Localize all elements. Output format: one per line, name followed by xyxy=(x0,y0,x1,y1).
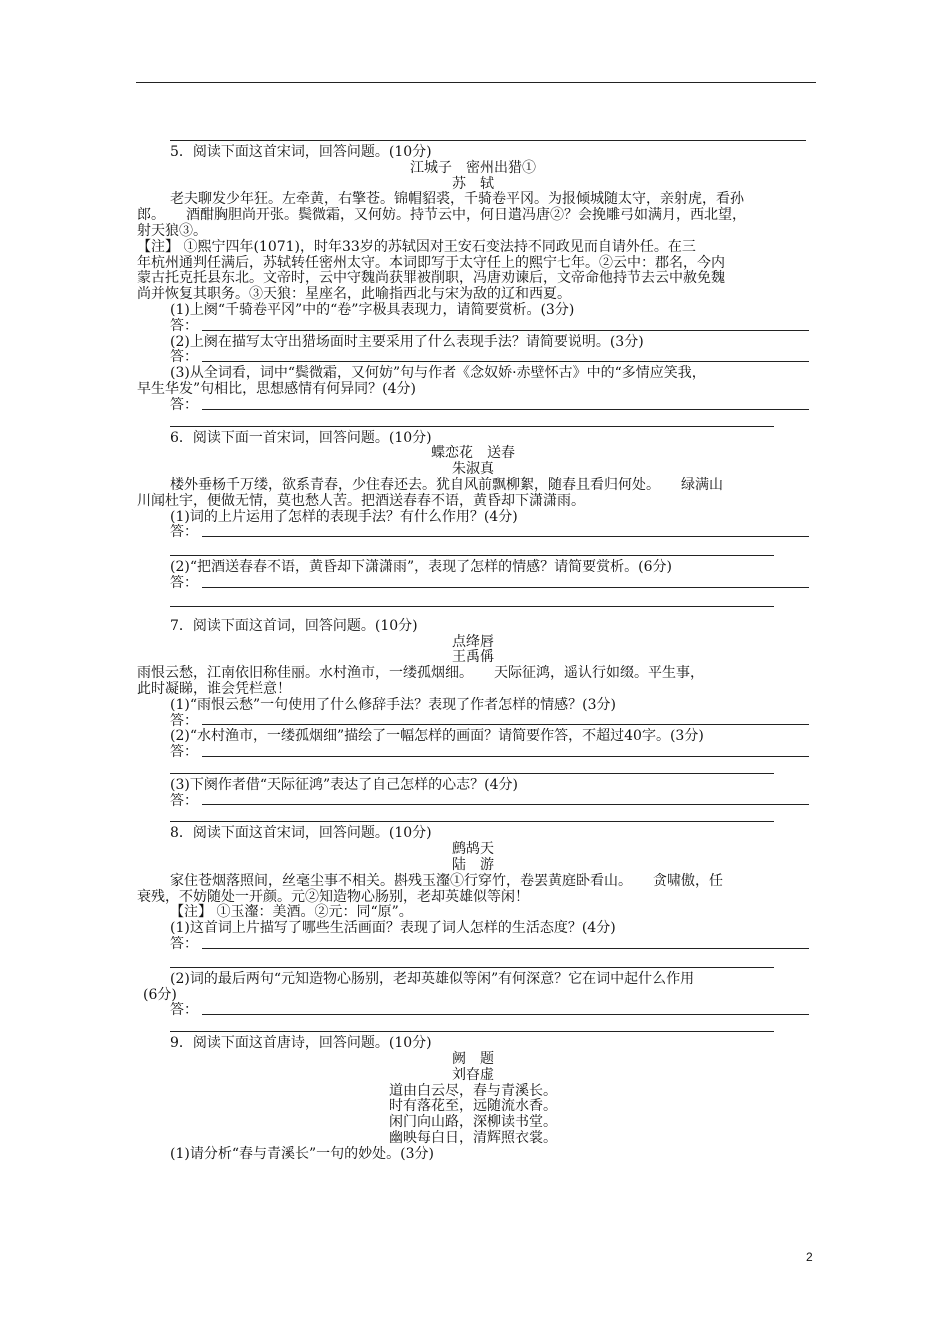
q8-poem-title: 鹧鸪天 xyxy=(452,841,494,858)
answer-label: 答： xyxy=(170,792,198,809)
q7-subquestion-3: (3)下阕作者借“天际征鸿”表达了自己怎样的心志？(4分) xyxy=(170,776,518,793)
q9-poem-line: 道由白云尽，春与青溪长。 xyxy=(389,1082,557,1099)
q5-poem-title: 江城子 密州出猎① xyxy=(410,159,536,176)
page-content xyxy=(137,136,809,1163)
answer-label: 答： xyxy=(170,317,198,334)
q8-text-line: 衰残，不妨随处一开颜。元②知造物心肠别，老却英雄似等闲！ xyxy=(137,888,529,905)
q9-poem-title: 阙 题 xyxy=(452,1051,494,1068)
q6-text-line: 楼外垂杨千万缕，欲系青春，少住春还去。犹自风前飘柳絮，随春且看归何处。 绿满山 xyxy=(170,476,723,493)
q6-text-line: 川闻杜宇，便做无情，莫也愁人苦。把酒送春春不语，黄昏却下潇潇雨。 xyxy=(137,492,585,509)
q9-poem-line: 幽映每白日，清辉照衣裳。 xyxy=(389,1130,557,1147)
q5-title: 5．阅读下面这首宋词，回答问题。(10分) xyxy=(170,144,432,160)
answer-blank-rule[interactable] xyxy=(170,426,774,427)
answer-label: 答： xyxy=(170,712,198,729)
page-number: 2 xyxy=(806,1250,813,1264)
q5-subquestion-3: (3)从全词看，词中“鬓微霜，又何妨”句与作者《念奴娇·赤壁怀古》中的“多情应笑我， xyxy=(170,365,706,382)
q9-author: 刘昚虚 xyxy=(452,1066,494,1083)
answer-line[interactable] xyxy=(137,319,809,335)
header-rule xyxy=(136,82,816,83)
answer-blank-rule[interactable] xyxy=(170,555,774,556)
answer-blank-rule[interactable] xyxy=(170,1031,774,1032)
q8-subquestion-2-cont: (6分) xyxy=(143,986,177,1003)
q5-note-line: 蒙古托克托县东北。文帝时，云中守魏尚获罪被削职，冯唐劝谏后，文帝命他持节去云中赦免魏 xyxy=(137,270,725,287)
q8-text-line: 家住苍烟落照间，丝毫尘事不相关。斟残玉瀣①行穿竹，卷罢黄庭卧看山。 贪啸傲，任 xyxy=(170,872,723,889)
q5-note-line: 【注】 ①熙宁四年(1071)，时年33岁的苏轼因对王安石变法持不同政见而自请外任。在三 xyxy=(137,238,696,255)
q9-subquestion-1: (1)请分析“春与青溪长”一句的妙处。(3分) xyxy=(170,1145,434,1162)
q5-text-line: 郎。 酒酣胸胆尚开张。鬓微霜，又何妨。持节云中，何日遣冯唐②？会挽雕弓如满月，西北望， xyxy=(137,207,746,224)
answer-line[interactable] xyxy=(137,794,809,810)
q6-author: 朱淑真 xyxy=(452,461,494,478)
q5-text-line: 老夫聊发少年狂。左牵黄，右擎苍。锦帽貂裘，千骑卷平冈。为报倾城随太守，亲射虎，看孙 xyxy=(170,191,744,208)
answer-blank-rule[interactable] xyxy=(170,967,774,968)
q6-title: 6．阅读下面一首宋词，回答问题。(10分) xyxy=(170,429,432,446)
answer-label: 答： xyxy=(170,936,198,953)
answer-line[interactable] xyxy=(137,714,809,730)
answer-line[interactable] xyxy=(137,1003,809,1019)
q5-note-line: 尚并恢复其职务。③天狼：星座名，此喻指西北与宋为敌的辽和西夏。 xyxy=(137,286,571,303)
q8-note: 【注】 ①玉瀣：美酒。②元：同“原”。 xyxy=(170,904,413,921)
q8-author: 陆 游 xyxy=(452,857,494,874)
answer-label: 答： xyxy=(170,524,198,541)
separator-rule xyxy=(170,140,806,141)
q7-text-line: 此时凝睇，谁会凭栏意！ xyxy=(137,680,291,697)
q8-subquestion-2: (2)词的最后两句“元知造物心肠别，老却英雄似等闲”有何深意？它在词中起什么作用 xyxy=(170,970,695,987)
q5-subquestion-1: (1)上阕“千骑卷平冈”中的“卷”字极具表现力，请简要赏析。(3分) xyxy=(170,301,575,318)
answer-blank-rule[interactable] xyxy=(170,821,774,822)
answer-line[interactable] xyxy=(137,576,809,592)
q5-note-line: 年杭州通判任满后，苏轼转任密州太守。本词即写于太守任上的熙宁七年。②云中：郡名，今内 xyxy=(137,254,725,271)
answer-blank-rule[interactable] xyxy=(170,606,774,607)
answer-line[interactable] xyxy=(137,398,809,414)
answer-line[interactable] xyxy=(137,525,809,541)
q6-subquestion-1: (1)词的上片运用了怎样的表现手法？有什么作用？(4分) xyxy=(170,508,518,525)
q7-subquestion-1: (1)“雨恨云愁”一句使用了什么修辞手法？表现了作者怎样的情感？(3分) xyxy=(170,696,616,713)
q6-poem-title: 蝶恋花 送春 xyxy=(431,445,515,462)
q9-title: 9．阅读下面这首唐诗，回答问题。(10分) xyxy=(170,1035,432,1052)
q7-text-line: 雨恨云愁，江南依旧称佳丽。水村渔市，一缕孤烟细。 天际征鸿，遥认行如缀。平生事， xyxy=(137,665,704,682)
q5-subquestion-3-cont: 早生华发”句相比，思想感情有何异同？(4分) xyxy=(137,380,416,397)
q7-poem-title: 点绛唇 xyxy=(452,633,494,650)
q8-subquestion-1: (1)这首词上片描写了哪些生活画面？表现了词人怎样的生活态度？(4分) xyxy=(170,920,616,937)
answer-label: 答： xyxy=(170,1002,198,1019)
answer-blank-rule[interactable] xyxy=(170,773,774,774)
q7-title: 7．阅读下面这首词，回答问题。(10分) xyxy=(170,617,418,634)
q7-subquestion-2: (2)“水村渔市，一缕孤烟细”描绘了一幅怎样的画面？请简要作答，不超过40字。(3分) xyxy=(170,728,704,745)
answer-line[interactable] xyxy=(137,350,809,366)
q9-poem-line: 闲门向山路，深柳读书堂。 xyxy=(389,1114,557,1131)
answer-label: 答： xyxy=(170,396,198,413)
answer-label: 答： xyxy=(170,744,198,761)
q5-text-line: 射天狼③。 xyxy=(137,222,207,239)
answer-label: 答： xyxy=(170,349,198,366)
answer-label: 答： xyxy=(170,574,198,591)
answer-line[interactable] xyxy=(137,745,809,761)
q9-poem-line: 时有落花至，远随流水香。 xyxy=(389,1098,557,1115)
q6-subquestion-2: (2)“把酒送春春不语，黄昏却下潇潇雨”，表现了怎样的情感？请简要赏析。(6分) xyxy=(170,559,672,576)
q8-title: 8．阅读下面这首宋词，回答问题。(10分) xyxy=(170,825,432,842)
answer-line[interactable] xyxy=(137,937,809,953)
q5-subquestion-2: (2)上阕在描写太守出猎场面时主要采用了什么表现手法？请简要说明。(3分) xyxy=(170,333,644,350)
q7-author: 王禹偁 xyxy=(452,649,494,666)
q5-author: 苏 轼 xyxy=(452,175,494,192)
